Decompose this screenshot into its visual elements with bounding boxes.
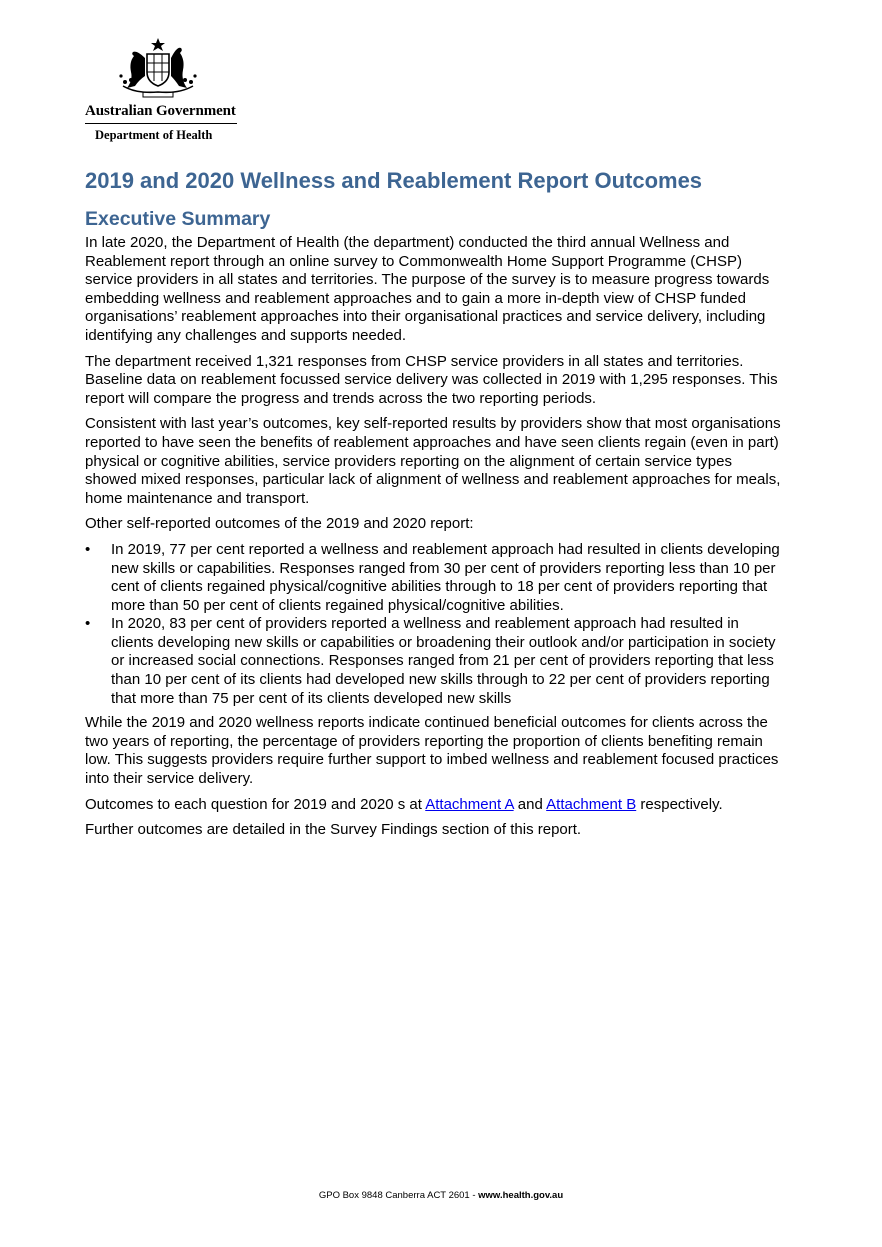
attachments-middle: and xyxy=(513,795,547,813)
paragraph-intro: In late 2020, the Department of Health (the department) conducted the third annual Wellness and Reablement report through an online survey to Commonwealth Home Support Programme (CHSP) service providers in all states and territories. The purpose of the survey is to measure progress towards embedding wellness and reablement approaches and to gain a more in-depth view of CHSP funded organisations’ reablement approaches into their organisational practices and service delivery, including identifying any challenges and supports needed. xyxy=(85,234,770,344)
list-item xyxy=(85,615,785,708)
attachments-suffix: respectively. xyxy=(636,795,723,813)
document-body xyxy=(85,166,785,847)
paragraph-closing: Further outcomes are detailed in the Survey Findings section of this report. xyxy=(85,821,582,839)
bullet-icon: • xyxy=(85,540,91,558)
footer-url: www.health.gov.au xyxy=(478,1190,564,1201)
government-name: Australian Government xyxy=(85,103,236,119)
paragraph-beneficial: While the 2019 and 2020 wellness reports indicate continued beneficial outcomes for clients across the two years of reporting, the percentage of providers reporting the proportion of clients benefiting remain low. This suggests providers require further support to imbed wellness and reablement focused practices into their service delivery. xyxy=(85,714,779,788)
list-item xyxy=(85,541,785,615)
department-name: Department of Health xyxy=(95,128,213,142)
page-footer xyxy=(0,1190,882,1201)
section-heading: Executive Summary xyxy=(85,208,271,230)
list-item-text: In 2020, 83 per cent of providers reported a wellness and reablement approach had resulted in clients developing new skills or capabilities or broadening their outlook and/or participation in society or increased social connections. Responses ranged from 21 per cent of providers reporting that less than 10 per cent of its clients had developed new skills through to 22 per cent of providers reporting that more than 75 per cent of its clients developed new skills xyxy=(111,615,776,707)
government-logo xyxy=(85,36,240,143)
paragraph-responses: The department received 1,321 responses from CHSP service providers in all states and territories. Baseline data on reablement focussed service delivery was collected in 2019 with 1,295 responses. This report will compare the progress and trends across the two reporting periods. xyxy=(85,352,778,407)
paragraph-other-outcomes: Other self-reported outcomes of the 2019 and 2020 report: xyxy=(85,515,474,533)
attachment-a-link[interactable]: Attachment A xyxy=(425,795,514,813)
page-title: 2019 and 2020 Wellness and Reablement Report Outcomes xyxy=(85,168,703,193)
bullet-icon: • xyxy=(85,615,91,633)
paragraph-consistent: Consistent with last year’s outcomes, key self-reported results by providers show that most organisations reported to have seen the benefits of reablement approaches and have seen clients regain (even in part) physical or cognitive abilities, service providers reporting on the alignment of certain service types showed mixed responses, particular lack of alignment of wellness and reablement approaches for meals, home maintenance and transport. xyxy=(85,415,781,507)
paragraph-attachments xyxy=(85,796,785,815)
logo-divider xyxy=(85,123,237,124)
outcomes-list xyxy=(85,541,785,708)
footer-address: GPO Box 9848 Canberra ACT 2601 - xyxy=(318,1190,479,1201)
attachments-prefix: Outcomes to each question for 2019 and 2020 s at xyxy=(85,795,426,813)
coat-of-arms-icon xyxy=(117,36,199,100)
list-item-text: In 2019, 77 per cent reported a wellness and reablement approach had resulted in clients developing new skills or capabilities. Responses ranged from 30 per cent of providers reporting less than 10 per cent of clients regained physical/cognitive abilities through to 18 per cent of providers reporting that more than 50 per cent of clients regained physical/cognitive abilities. xyxy=(111,540,780,614)
attachment-b-link[interactable]: Attachment B xyxy=(546,795,637,813)
